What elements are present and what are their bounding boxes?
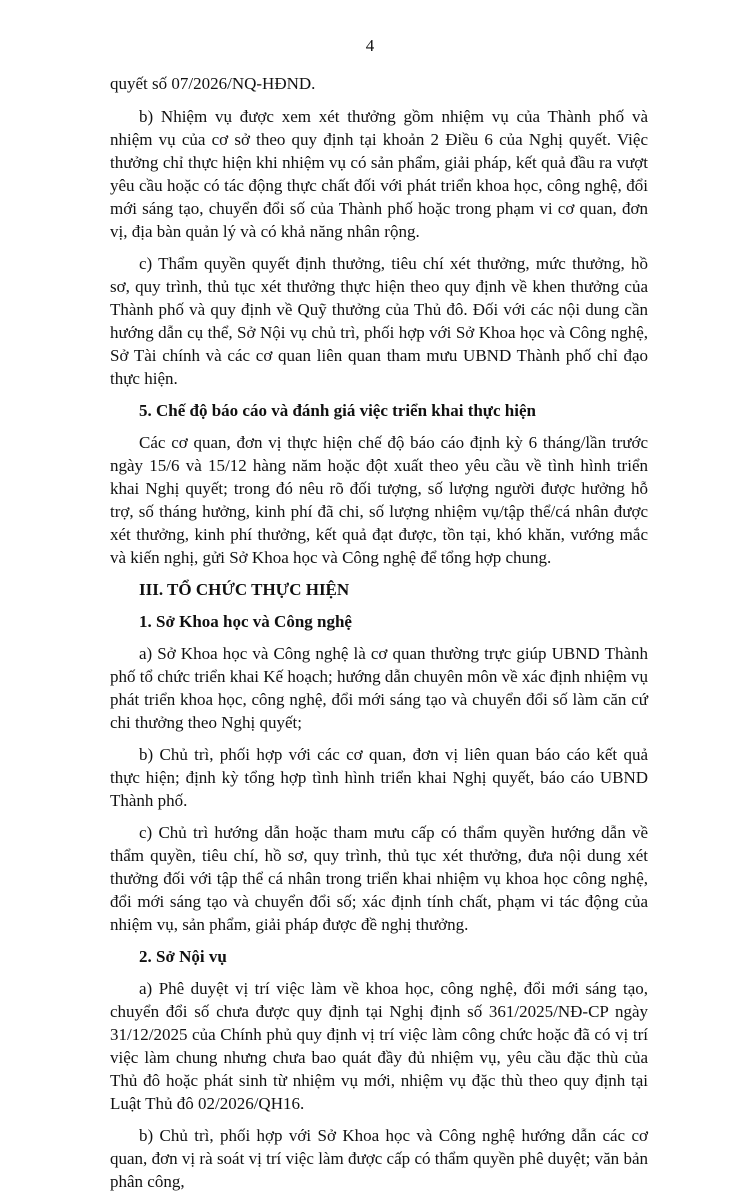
paragraph-science-c: c) Chủ trì hướng dẫn hoặc tham mưu cấp có thẩm quyền hướng dẫn về thẩm quyền, tiêu chí, hồ sơ, quy trình, thủ tục xét thưởng, đưa nội dung xét thưởng đối với tập thể cá nhân trong triển khai nhiệm vụ khoa học công nghệ, đổi mới sáng tạo và chuyển đổi số; xác định tính chất, phạm vi tác động của nhiệm vụ, sản phẩm, giải pháp được đề nghị thưởng. bbox=[110, 823, 648, 934]
page-number: 4 bbox=[365, 36, 375, 55]
paragraph-reporting: Các cơ quan, đơn vị thực hiện chế độ báo cáo định kỳ 6 tháng/lần trước ngày 15/6 và 15/12 hàng năm hoặc đột xuất theo yêu cầu về tình hình triển khai Nghị quyết; trong đó nêu rõ đối tượng, số lượng người được hưởng hỗ trợ, số tháng hưởng, kinh phí đã chi, số lượng nhiệm vụ/tập thể/cá nhân được xét thưởng, kinh phí thưởng, kết quả đạt được, tồn tại, khó khăn, vướng mắc và kiến nghị, gửi Sở Khoa học và Công nghệ để tổng hợp chung. bbox=[110, 433, 648, 567]
paragraph-science-a: a) Sở Khoa học và Công nghệ là cơ quan thường trực giúp UBND Thành phố tổ chức triển khai Kế hoạch; hướng dẫn chuyên môn về xác định nhiệm vụ phát triển khoa học, công nghệ, đổi mới sáng tạo và chuyển đổi số làm căn cứ chi thưởng theo Nghị quyết; bbox=[110, 644, 648, 732]
paragraph-continuation: quyết số 07/2026/NQ-HĐND. bbox=[110, 74, 316, 93]
paragraph-science-b: b) Chủ trì, phối hợp với các cơ quan, đơn vị liên quan báo cáo kết quả thực hiện; định kỳ tổng hợp tình hình triển khai Nghị quyết, báo cáo UBND Thành phố. bbox=[110, 745, 648, 810]
heading-dept-home-affairs: 2. Sở Nội vụ bbox=[139, 947, 227, 966]
heading-section-5: 5. Chế độ báo cáo và đánh giá việc triển khai thực hiện bbox=[139, 401, 536, 420]
paragraph-c-authority: c) Thẩm quyền quyết định thưởng, tiêu chí xét thưởng, mức thưởng, hồ sơ, quy trình, thủ tục xét thưởng thực hiện theo quy định về khen thưởng của Thành phố và quy định về Quỹ thưởng của Thủ đô. Đối với các nội dung cần hướng dẫn cụ thể, Sở Nội vụ chủ trì, phối hợp với Sở Khoa học và Công nghệ, Sở Tài chính và các cơ quan liên quan tham mưu UBND Thành phố chỉ đạo thực hiện. bbox=[110, 254, 648, 388]
document-body bbox=[110, 72, 648, 1202]
paragraph-home-affairs-b: b) Chủ trì, phối hợp với Sở Khoa học và Công nghệ hướng dẫn các cơ quan, đơn vị rà soát vị trí việc làm được cấp có thẩm quyền phê duyệt; văn bản phân công, bbox=[110, 1126, 648, 1191]
paragraph-home-affairs-a: a) Phê duyệt vị trí việc làm về khoa học, công nghệ, đổi mới sáng tạo, chuyển đổi số chưa được quy định tại Nghị định số 361/2025/NĐ-CP ngày 31/12/2025 của Chính phủ quy định vị trí việc làm công chức hoặc đã có vị trí việc làm chung nhưng chưa bao quát đầy đủ nhiệm vụ, yêu cầu đặc thù của Thủ đô hoặc phát sinh từ nhiệm vụ mới, nhiệm vụ đặc thù theo quy định tại Luật Thủ đô 02/2026/QH16. bbox=[110, 979, 648, 1113]
heading-dept-science: 1. Sở Khoa học và Công nghệ bbox=[139, 612, 352, 631]
heading-section-iii: III. TỔ CHỨC THỰC HIỆN bbox=[139, 580, 350, 599]
paragraph-b-reward-tasks: b) Nhiệm vụ được xem xét thưởng gồm nhiệm vụ của Thành phố và nhiệm vụ của cơ sở theo quy định tại khoản 2 Điều 6 của Nghị quyết. Việc thưởng chỉ thực hiện khi nhiệm vụ có sản phẩm, giải pháp, kết quả đầu ra vượt yêu cầu hoặc có tác động thực chất đối với phát triển khoa học, công nghệ, đổi mới sáng tạo, chuyển đổi số của Thành phố hoặc trong phạm vi cơ quan, đơn vị, địa bàn quản lý và có khả năng nhân rộng. bbox=[110, 107, 648, 241]
